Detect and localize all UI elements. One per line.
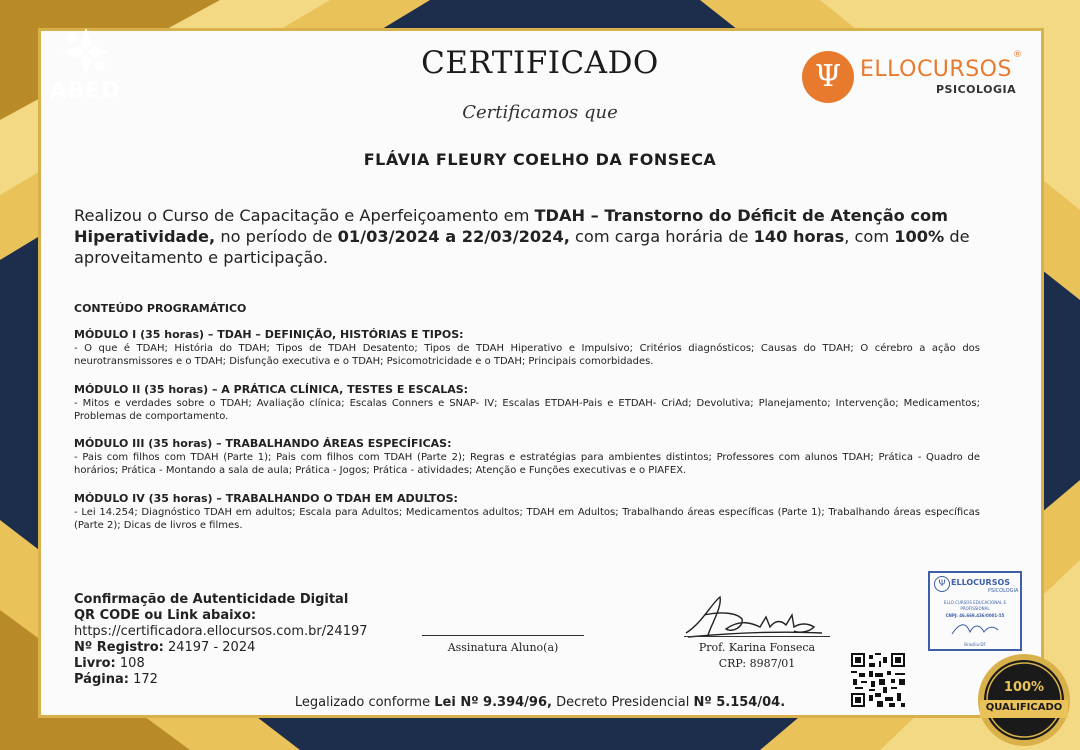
completion-percent: 100%: [894, 227, 945, 246]
end-date: 22/03/2024,: [461, 227, 570, 246]
stamp-signature-icon: [950, 618, 1000, 640]
livro-label: Livro:: [74, 656, 116, 671]
module-header: MÓDULO II (35 horas) – A PRÁTICA CLÍNICA, TESTES E ESCALAS:: [74, 383, 469, 396]
module-description: - Mitos e verdades sobre o TDAH; Avaliação clínica; Escalas Conners e SNAP- IV; Escalas ETDAH-Pais e ETDAH- CriAd; Devolutiva; Planejamento; Intervenção; Medicamentos; Problemas de comportamento.: [74, 398, 980, 422]
verification-link[interactable]: https://certificadora.ellocursos.com.br/24197: [74, 624, 368, 639]
stamp-name: ELLOCURSOS: [951, 578, 1011, 587]
professor-name: Prof. Karina Fonseca: [698, 641, 816, 654]
body-text-3: com carga horária de: [569, 227, 754, 246]
professor-crp: CRP: 8987/01: [718, 657, 796, 670]
certify-intro: Certificamos que: [462, 102, 618, 123]
student-signature-label: Assinatura Aluno(a): [447, 641, 559, 654]
legal-notice: [0, 695, 1080, 710]
authenticity-block: [74, 592, 368, 688]
badge-label: QUALIFICADO: [985, 702, 1063, 713]
badge-percent: 100%: [1003, 680, 1045, 695]
ellocursos-logo-name: ELLOCURSOS: [860, 57, 1012, 82]
module-header: MÓDULO IV (35 horas) – TRABALHANDO O TDAH EM ADULTOS:: [74, 492, 458, 505]
psi-icon: Ψ: [814, 59, 842, 94]
module-description: - O que é TDAH; História do TDAH; Tipos de TDAH Desatento; Tipos de TDAH Hiperativo e Impulsivo; Critérios diagnósticos; Causas do TDAH; O cérebro a ação dos neurotransmissores e o TDAH; Disfunção executiva e o TDAH; Psicomotricidade e o TDAH; Principais comorbidades.: [74, 343, 980, 367]
stamp-line-2: PROFISSIONAL: [960, 606, 990, 611]
body-text-2: no período de: [215, 227, 338, 246]
student-signature-line: [422, 635, 584, 636]
module-1: [74, 328, 980, 368]
module-header: MÓDULO III (35 horas) – TRABALHANDO ÁREAS ESPECÍFICAS:: [74, 437, 452, 450]
start-date: 01/03/2024: [337, 227, 440, 246]
professor-signature-icon: [682, 593, 832, 641]
pagina-label: Página:: [74, 672, 129, 687]
module-description: - Pais com filhos com TDAH (Parte 1); Pais com filhos com TDAH (Parte 2); Regras e estratégias para ambientes distintos; Professores com alunos TDAH; Prática - Quadro de horários; Prática - Montando a sala de aula; Prática - Jogos; Prática - atividades; Atenção e Funções executivas e o PIAFEX.: [74, 452, 980, 476]
qr-instruction: QR CODE ou Link abaixo:: [74, 608, 257, 623]
livro-row: [74, 656, 368, 672]
content-label: CONTEÚDO PROGRAMÁTICO: [74, 302, 247, 315]
authenticity-heading: Confirmação de Autenticidade Digital: [74, 592, 349, 607]
date-separator: a: [439, 227, 462, 246]
registro-label: Nº Registro:: [74, 640, 164, 655]
qualified-badge-icon: [976, 652, 1072, 748]
stamp-line-3: CNPJ: 46.669.436/0001-55: [945, 613, 1005, 618]
module-4: [74, 492, 980, 532]
legal-lei: Lei Nº 9.394/96,: [434, 695, 552, 710]
recipient-name: FLÁVIA FLEURY COELHO DA FONSECA: [363, 150, 717, 169]
pagina-row: [74, 672, 368, 688]
stamp-psi-icon: Ψ: [934, 576, 950, 592]
abed-logo-text: ABED: [49, 79, 121, 104]
livro-value: 108: [119, 656, 145, 671]
pagina-value: 172: [133, 672, 158, 687]
stamp-line-1: ELLO CURSOS EDUCACIONAL E: [943, 600, 1007, 605]
stamp-sub: PSICOLOGIA: [988, 588, 1019, 594]
legal-decreto: Nº 5.154/04.: [693, 695, 786, 710]
module-description: - Lei 14.254; Diagnóstico TDAH em adultos; Escala para Adultos; Medicamentos adultos; TDAH em Adultos; Trabalhando áreas específicas (Parte 1); Trabalhando áreas específicas (Parte 2); Dicas de livros e filmes.: [74, 507, 980, 531]
professor-signature-line: [684, 636, 830, 637]
body-text-5: de aproveitamento e participação.: [74, 227, 970, 267]
stamp-line-4: Brasília-DF: [964, 642, 986, 647]
certificate-title: CERTIFICADO: [421, 45, 659, 81]
ellocursos-logo-sub: PSICOLOGIA: [936, 83, 1017, 96]
module-2: [74, 383, 980, 423]
registro-value: 24197 - 2024: [167, 640, 256, 655]
course-hours: 140 horas: [753, 227, 845, 246]
certificate-body: [74, 205, 984, 268]
registro-row: [74, 640, 368, 656]
course-name: TDAH – Transtorno do Déficit de Atenção com Hiperatividade,: [74, 206, 948, 246]
legal-text-2: Decreto Presidencial: [551, 695, 694, 710]
legal-text-1: Legalizado conforme: [294, 695, 435, 710]
registered-mark: ®: [1013, 50, 1022, 60]
module-3: [74, 437, 980, 477]
module-header: MÓDULO I (35 horas) – TDAH – DEFINIÇÃO, HISTÓRIAS E TIPOS:: [74, 328, 464, 341]
body-text-4: , com: [844, 227, 895, 246]
body-text-1: Realizou o Curso de Capacitação e Aperfeiçoamento em: [74, 206, 535, 225]
